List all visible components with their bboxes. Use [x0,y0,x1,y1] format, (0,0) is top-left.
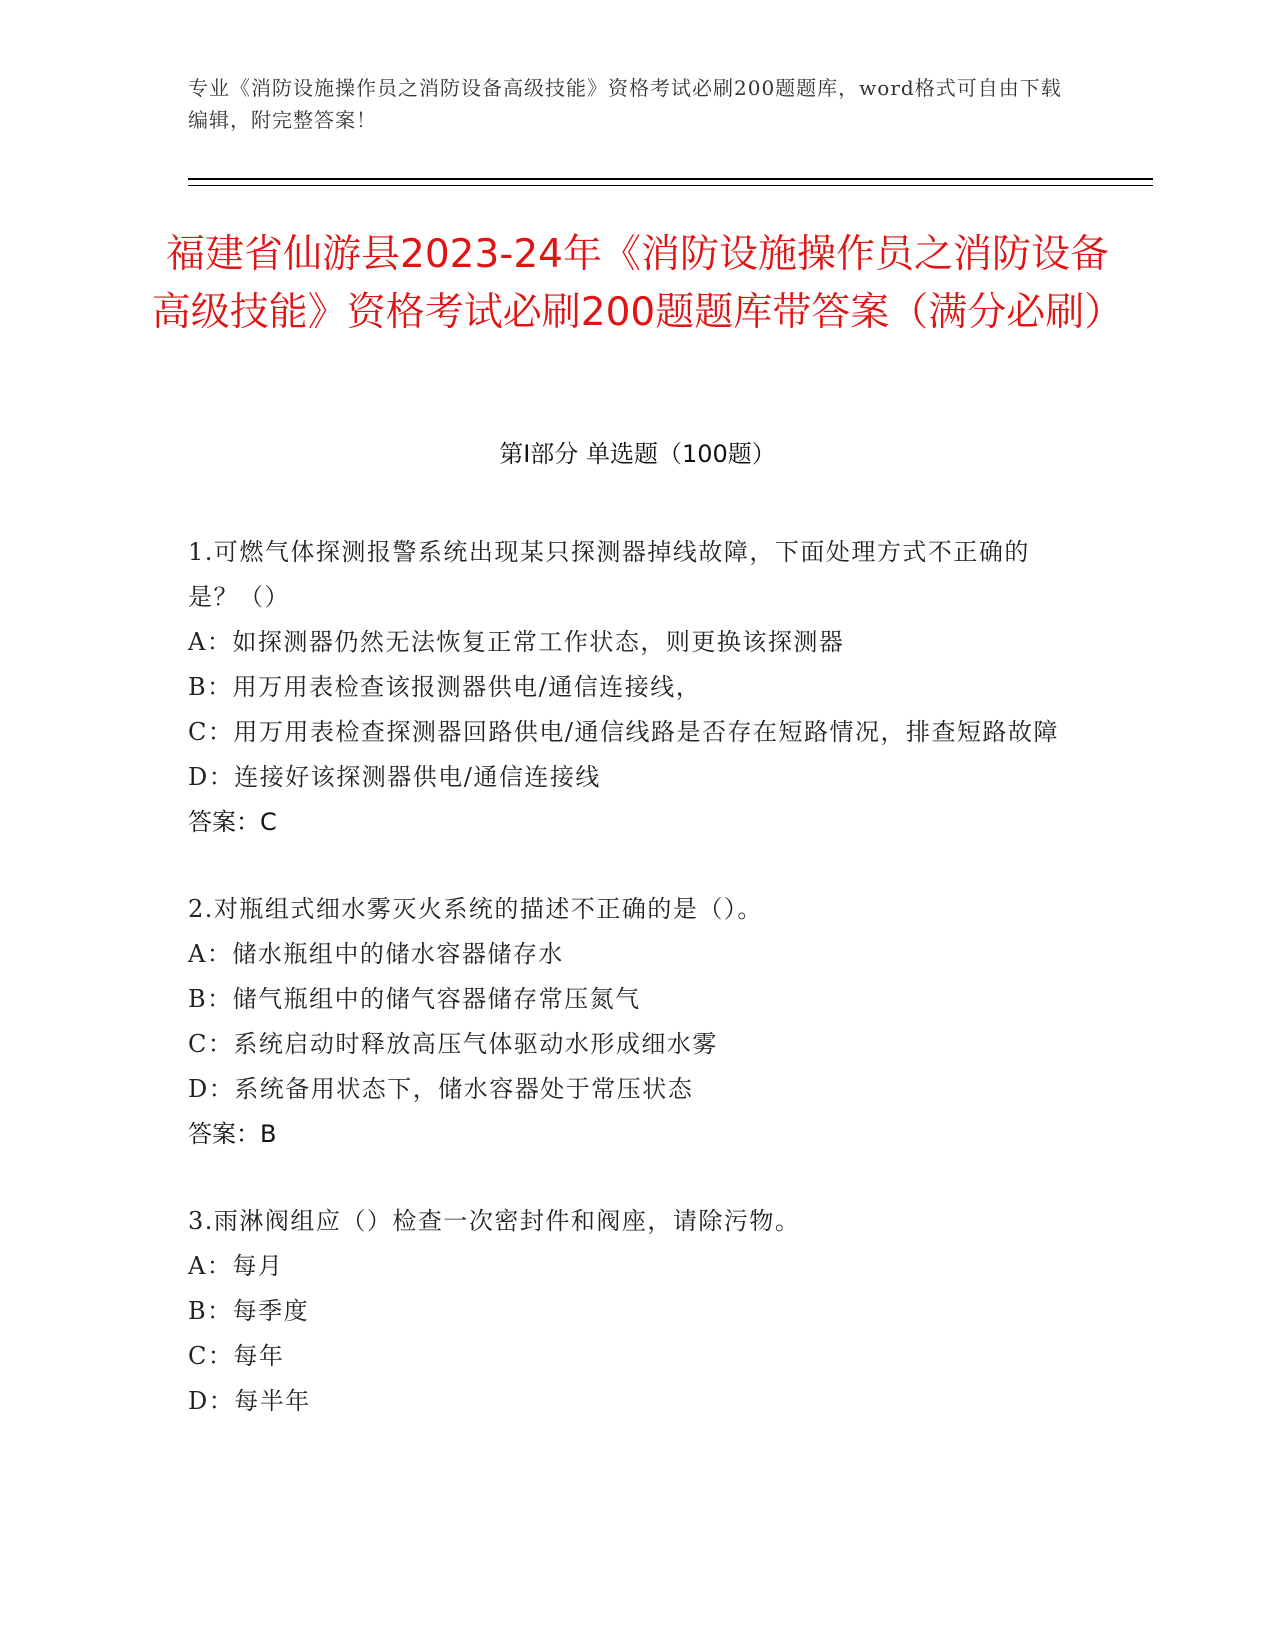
option-c: C：用万用表检查探测器回路供电/通信线路是否存在短路情况，排查短路故障 [188,718,1059,746]
option-a: A：每月 [188,1252,284,1280]
question-3 [188,1199,1063,1424]
section-heading: 第Ⅰ部分 单选题（100题） [499,440,776,468]
question-stem: 3.雨淋阀组应（）检查一次密封件和阀座，请除污物。 [188,1207,801,1235]
option-c: C：系统启动时释放高压气体驱动水形成细水雾 [188,1030,718,1058]
question-list [188,530,1063,1466]
header-rule-thin [188,185,1153,186]
option-d: D：每半年 [188,1387,311,1415]
answer: 答案：B [188,1120,277,1148]
question-2 [188,887,1063,1157]
header-note: 专业《消防设施操作员之消防设备高级技能》资格考试必刷200题题库，word格式可自由下载编辑，附完整答案！ [188,76,1062,132]
document-title: 福建省仙游县2023-24年《消防设施操作员之消防设备高级技能》资格考试必刷200题题库带答案（满分必刷） [151,232,1124,335]
question-stem: 1.可燃气体探测报警系统出现某只探测器掉线故障，下面处理方式不正确的是？（） [188,538,1030,611]
option-d: D：连接好该探测器供电/通信连接线 [188,763,601,791]
question-stem: 2.对瓶组式细水雾灭火系统的描述不正确的是（）。 [188,895,763,923]
option-c: C：每年 [188,1342,285,1370]
answer: 答案：C [188,808,277,836]
header-rule-thick [188,178,1153,180]
option-a: A：如探测器仍然无法恢复正常工作状态，则更换该探测器 [188,628,845,656]
option-b: B：每季度 [188,1297,310,1325]
option-b: B：用万用表检查该报测器供电/通信连接线， [188,673,702,701]
option-b: B：储气瓶组中的储气容器储存常压氮气 [188,985,641,1013]
option-d: D：系统备用状态下，储水容器处于常压状态 [188,1075,694,1103]
option-a: A：储水瓶组中的储水容器储存水 [188,940,564,968]
question-1 [188,530,1063,845]
